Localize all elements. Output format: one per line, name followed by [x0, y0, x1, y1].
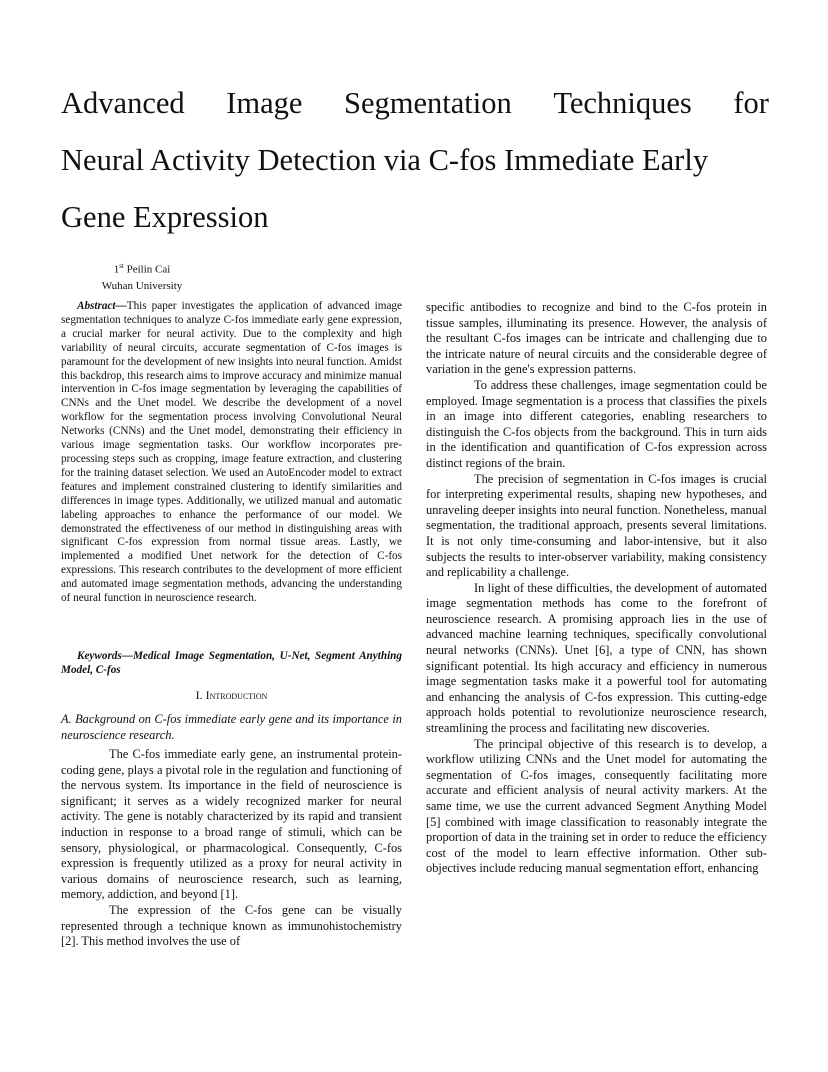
abstract-label: Abstract—: [77, 300, 127, 312]
title-word: Advanced: [61, 86, 185, 120]
abstract-text: This paper investigates the application of advanced image segmentation techniques to analyze C-fos immediate early gene expression, a crucial marker for neural activity. Due to the complexity and high variability of neural circuits, accurate segmentation of C-fos images is paramount for the development of new insights into neural function. Amidst this backdrop, this research aims to improve accuracy and minimize manual intervention in C-fos image segmentation by leveraging the capabilities of CNNs and the Unet model. We describe the development of a novel workflow for the segmentation process involving Convolutional Neural Networks (CNNs) and the Unet model, demonstrating their efficiency in various image segmentation tasks. Our workflow incorporates pre-processing steps such as cropping, image feature extraction, and clustering for the training dataset selection. We used an AutoEncoder model to extract features and implement constrained clustering to identify similarities and differences in image types. Additionally, we utilized manual and automatic labeling approaches to enhance the performance of our model. We demonstrated the effectiveness of our method in distinguishing areas with significant C-fos expression from normal tissue areas. Lastly, we implemented a modified Unet network for the detection of C-fos expressions. This research contributes to the development of more efficient and automated image segmentation methods, advancing the understanding of neural function in neuroscience research.: [61, 300, 402, 605]
paragraph: The principal objective of this research is to develop, a workflow utilizing CNNs and the Unet model for automating the segmentation of C-fos images, consequently facilitating more accurate and efficient analysis of neural activity markers. At the same time, we use the current advanced Segment Anything Model [5] combined with image classification to reasonably integrate the proportion of data in the training set in order to reduce the efficiency cost of the model to learn effective information. Other sub-objectives include reducing manual segmentation effort, enhancing: [426, 736, 767, 876]
subsection-heading: A. Background on C-fos immediate early gene and its importance in neuroscience research.: [61, 712, 402, 742]
author-name-line: [72, 258, 212, 278]
section-title: Introduction: [205, 688, 268, 702]
keywords-text: Medical Image Segmentation, U-Net, Segment Anything Model, C-fos: [61, 650, 402, 676]
paragraph: The precision of segmentation in C-fos images is crucial for interpreting experimental results, shaping new hypotheses, and unraveling deeper insights into neural function. Nonetheless, manual segmentation, the traditional approach, presents several limitations. It is not only time-consuming and labor-intensive, but it also subjects the results to inter-observer variability, making consistency and replicability a challenge.: [426, 471, 767, 580]
title-line-3: Gene Expression: [61, 200, 269, 234]
title-line-2: Neural Activity Detection via C-fos Immediate Early: [61, 143, 709, 177]
title-line-1: [61, 86, 769, 121]
keywords: [61, 650, 402, 678]
abstract: [61, 300, 402, 606]
paragraph: To address these challenges, image segmentation could be employed. Image segmentation is a process that classifies the pixels in an image into different categories, enabling researchers to distinguish the C-fos objects from the background. This in turn aids in the identification and quantification of C-fos expression across distinct regions of the brain.: [426, 377, 767, 470]
paragraph: The C-fos immediate early gene, an instrumental protein-coding gene, plays a pivotal role in the regulation and functioning of the nervous system. Its importance in the field of neuroscience is significant; it serves as a widely recognized marker for neural activity. The gene is notably characterized by its rapid and transient induction in response to a broad range of stimuli, which can be sensory, physiological, or pharmacological. Consequently, C-fos expression is frequently utilized as a proxy for neural activity in various domains of neuroscience research, such as learning, memory, addiction, and beyond [1].: [61, 747, 402, 902]
author-ordinal: 1: [113, 263, 120, 276]
right-column-body: [426, 300, 767, 877]
title-word: for: [733, 86, 769, 120]
paragraph: The expression of the C-fos gene can be visually represented through a technique known as immunohistochemistry [2]. This method involves the use of: [61, 902, 402, 949]
paragraph: specific antibodies to recognize and bind to the C-fos protein in tissue samples, illuminating its presence. However, the analysis of the resultant C-fos images can be intricate and challenging due to the intricate nature of neural circuits and the considerable degree of variation in the gene's expression patterns.: [426, 300, 767, 377]
author-affiliation: Wuhan University: [101, 279, 183, 292]
keywords-label: Keywords—: [77, 650, 133, 662]
left-column-body: [61, 747, 402, 950]
section-numeral: I.: [195, 688, 203, 702]
author-name: Peilin Cai: [126, 263, 171, 276]
author-ordinal-suffix: st: [119, 262, 124, 270]
paragraph: In light of these difficulties, the development of automated image segmentation methods has come to the forefront of neuroscience research. A promising approach lies in the use of advanced machine learning techniques, specifically convolutional neural networks (CNNs). Unet [6], a type of CNN, has shown significant potential. Its high accuracy and efficiency in numerous image segmentation tasks make it a powerful tool for automating and enhancing the analysis of C-fos expression. This cutting-edge approach holds potential to revolutionize neuroscience research, streamlining the process and facilitating new discoveries.: [426, 580, 767, 736]
title-word: Techniques: [553, 86, 692, 120]
author-block: [72, 258, 212, 294]
title-word: Image: [226, 86, 303, 120]
section-heading-introduction: [61, 688, 402, 703]
title-word: Segmentation: [344, 86, 512, 120]
